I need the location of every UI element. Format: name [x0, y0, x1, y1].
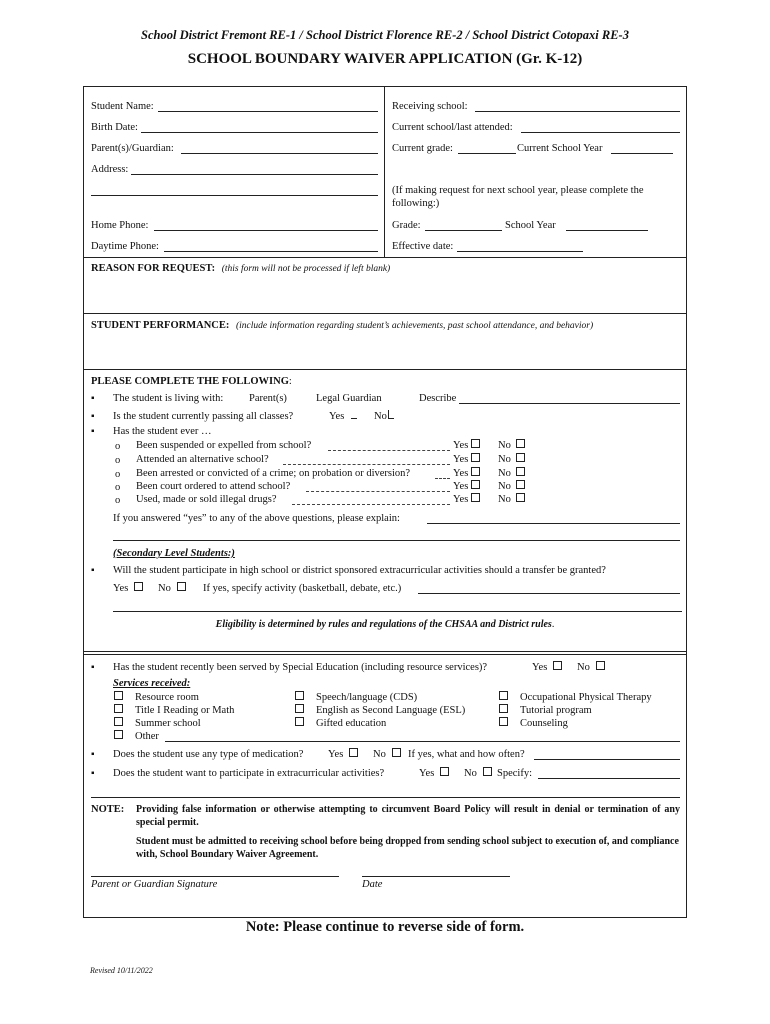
want-extracurricular-yes-option[interactable]: Yes — [419, 767, 449, 780]
performance-label: STUDENT PERFORMANCE: — [91, 320, 230, 331]
special-ed-yes-option[interactable]: Yes — [532, 661, 562, 674]
effective-date-field[interactable] — [457, 251, 583, 252]
grade-label: Grade: — [392, 220, 421, 231]
ever-item: Been arrested or convicted of a crime; on probation or diversion? — [136, 468, 411, 479]
how-often-label: If yes, what and how often? — [408, 749, 525, 760]
ever-item-leader — [435, 478, 450, 479]
ever-item-leader — [283, 464, 450, 465]
service-checkbox-item[interactable]: Title I Reading or Math — [113, 704, 234, 717]
student-name-label: Student Name: — [91, 101, 154, 112]
next-year-note: (If making request for next school year, please complete the following:) — [392, 185, 644, 209]
page-title: SCHOOL BOUNDARY WAIVER APPLICATION (Gr. K-12) — [187, 51, 583, 67]
passing-yes-option[interactable]: Yes — [329, 410, 357, 423]
divider-complete-2 — [83, 654, 687, 655]
home-phone-label: Home Phone: — [91, 220, 149, 231]
explain-field-2[interactable] — [113, 540, 680, 541]
ever-yes-option[interactable]: Yes — [453, 453, 480, 466]
specify-activity-field[interactable] — [418, 593, 680, 594]
service-checkbox-item[interactable]: English as Second Language (ESL) — [294, 704, 465, 717]
current-school-year-label: Current School Year — [517, 143, 603, 154]
ever-item: Attended an alternative school? — [136, 454, 269, 465]
ever-item-leader — [306, 491, 450, 492]
ever-item: Been suspended or expelled from school? — [136, 440, 312, 451]
living-with-label: The student is living with: — [113, 393, 224, 404]
extracurricular-question: Will the student participate in high school or district sponsored extracurricular activities should a transfer be granted? — [113, 565, 606, 576]
has-ever-label: Has the student ever … — [113, 426, 212, 437]
service-checkbox-item[interactable]: Resource room — [113, 691, 199, 704]
ever-no-option[interactable]: No — [498, 480, 525, 493]
reason-label: REASON FOR REQUEST — [91, 263, 212, 274]
service-other-checkbox[interactable]: Other — [113, 730, 159, 743]
special-ed-question: Has the student recently been served by Special Education (including resource services)? — [113, 662, 488, 673]
daytime-phone-field[interactable] — [164, 251, 378, 252]
divider-note — [91, 797, 680, 798]
secondary-no-option[interactable]: No — [158, 582, 186, 595]
ever-yes-option[interactable]: Yes — [453, 493, 480, 506]
bullet: ▪ — [91, 749, 95, 760]
how-often-field[interactable] — [534, 759, 680, 760]
note-line-2: Student must be admitted to receiving school before being dropped from sending school subject to execution of, and compliance with, School Boundary Waiver Agreement. — [136, 836, 679, 860]
address-field-2[interactable] — [91, 195, 378, 196]
birth-date-field[interactable] — [141, 132, 378, 133]
effective-date-label: Effective date: — [392, 241, 454, 252]
reason-field[interactable] — [84, 278, 686, 312]
ever-yes-option[interactable]: Yes — [453, 439, 480, 452]
divider-complete — [83, 651, 687, 652]
date-label: Date — [362, 879, 383, 890]
note-label: NOTE: — [91, 804, 125, 815]
medication-question: Does the student use any type of medication? — [113, 749, 304, 760]
medication-yes-option[interactable]: Yes — [328, 748, 358, 761]
performance-note: (include information regarding student’s achievements, past school attendance, and behavior) — [235, 321, 594, 331]
explain-field-1[interactable] — [427, 523, 680, 524]
services-received-label: Services received: — [113, 678, 191, 689]
ever-yes-option[interactable]: Yes — [453, 467, 480, 480]
performance-heading — [91, 319, 593, 333]
service-checkbox-item[interactable]: Counseling — [498, 717, 568, 730]
service-checkbox-item[interactable]: Occupational Physical Therapy — [498, 691, 652, 704]
receiving-school-label: Receiving school: — [392, 101, 468, 112]
ever-item-leader — [292, 504, 450, 505]
ever-no-option[interactable]: No — [498, 467, 525, 480]
living-guardian-option[interactable]: Legal Guardian — [316, 393, 382, 404]
passing-question: Is the student currently passing all classes? — [113, 411, 294, 422]
current-school-field[interactable] — [521, 132, 680, 133]
continue-note: Note: Please continue to reverse side of form. — [245, 919, 525, 935]
note-line-1: Providing false information or otherwise attempting to circumvent Board Policy will result in denial or termination of any special permit. — [136, 804, 680, 828]
reason-note: (this form will not be processed if left blank) — [221, 264, 391, 274]
medication-no-option[interactable]: No — [373, 748, 401, 761]
signature-label: Parent or Guardian Signature — [91, 879, 218, 890]
service-checkbox-item[interactable]: Speech/language (CDS) — [294, 691, 417, 704]
describe-label: Describe — [419, 393, 457, 404]
bullet: ▪ — [91, 393, 95, 404]
home-phone-field[interactable] — [154, 230, 378, 231]
service-checkbox-item[interactable]: Summer school — [113, 717, 201, 730]
passing-no-option[interactable]: No — [374, 410, 394, 423]
current-school-label: Current school/last attended: — [392, 122, 513, 133]
ever-bullet: o — [115, 495, 121, 506]
daytime-phone-label: Daytime Phone: — [91, 241, 159, 252]
ever-no-option[interactable]: No — [498, 453, 525, 466]
secondary-yes-option[interactable]: Yes — [113, 582, 143, 595]
address-label: Address: — [91, 164, 129, 175]
ever-item: Used, made or sold illegal drugs? — [136, 494, 277, 505]
want-extracurricular-question: Does the student want to participate in extracurricular activities? — [113, 768, 385, 779]
complete-heading: PLEASE COMPLETE THE FOLLOWING: — [91, 376, 292, 387]
specify-label: Specify: — [497, 768, 532, 779]
bullet: ▪ — [91, 426, 95, 437]
school-year-field[interactable] — [566, 230, 648, 231]
secondary-heading: (Secondary Level Students:) — [113, 548, 235, 559]
ever-bullet: o — [115, 441, 121, 452]
bullet: ▪ — [91, 411, 95, 422]
living-parents-option[interactable]: Parent(s) — [249, 393, 287, 404]
receiving-school-field[interactable] — [475, 111, 680, 112]
performance-field[interactable] — [84, 335, 686, 368]
service-other-field[interactable] — [165, 741, 680, 742]
signature-field[interactable] — [91, 876, 339, 877]
current-school-year-field[interactable] — [611, 153, 673, 154]
revised-date: Revised 10/11/2022 — [90, 966, 153, 975]
ever-no-option[interactable]: No — [498, 493, 525, 506]
ever-item-leader — [328, 450, 450, 451]
bullet: ▪ — [91, 662, 95, 673]
service-checkbox-item[interactable]: Gifted education — [294, 717, 386, 730]
column-divider — [384, 86, 385, 257]
specify-activity-field-2[interactable] — [113, 611, 682, 612]
ever-bullet: o — [115, 469, 121, 480]
grade-field[interactable] — [425, 230, 502, 231]
date-field[interactable] — [362, 876, 510, 877]
parents-guardian-label: Parent(s)/Guardian: — [91, 143, 174, 154]
ever-bullet: o — [115, 455, 121, 466]
bullet: ▪ — [91, 768, 95, 779]
ever-yes-option[interactable]: Yes — [453, 480, 480, 493]
address-field-1[interactable] — [131, 174, 378, 175]
ever-no-option[interactable]: No — [498, 439, 525, 452]
specify-activity-label: If yes, specify activity (basketball, debate, etc.) — [203, 583, 402, 594]
reason-heading: REASON FOR REQUEST: (this form will not be processed if left blank) — [91, 263, 391, 274]
birth-date-label: Birth Date: — [91, 122, 138, 133]
school-year-label: School Year — [505, 220, 556, 231]
parents-guardian-field[interactable] — [181, 153, 378, 154]
special-ed-no-option[interactable]: No — [577, 661, 605, 674]
divider-performance — [83, 369, 687, 370]
divider-info — [83, 257, 687, 258]
current-grade-label: Current grade: — [392, 143, 453, 154]
student-name-field[interactable] — [158, 111, 378, 112]
divider-reason — [83, 313, 687, 314]
describe-field[interactable] — [459, 403, 680, 404]
specify-field[interactable] — [538, 778, 680, 779]
explain-label: If you answered “yes” to any of the above questions, please explain: — [113, 513, 400, 524]
district-header: School District Fremont RE-1 / School District Florence RE-2 / School District Cotopaxi RE-3 — [141, 28, 629, 42]
eligibility-note: Eligibility is determined by rules and regulations of the CHSAA and District rules. — [215, 619, 555, 630]
ever-bullet: o — [115, 482, 121, 493]
ever-item: Been court ordered to attend school? — [136, 481, 291, 492]
service-checkbox-item[interactable]: Tutorial program — [498, 704, 592, 717]
current-grade-field[interactable] — [458, 153, 516, 154]
bullet: ▪ — [91, 565, 95, 576]
want-extracurricular-no-option[interactable]: No — [464, 767, 492, 780]
